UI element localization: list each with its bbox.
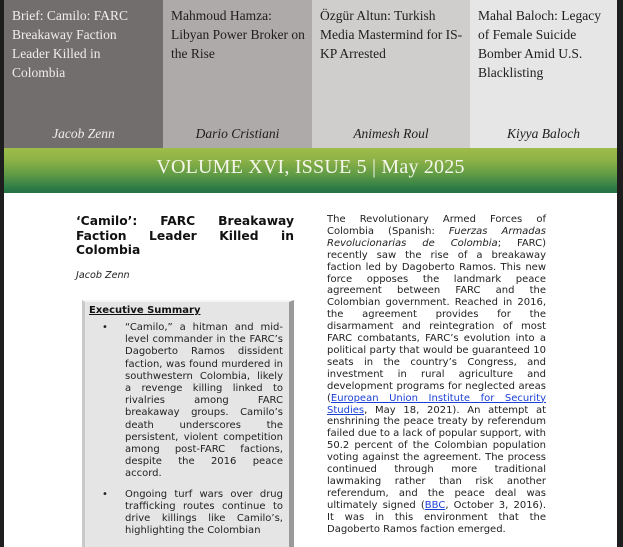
summary-bullet-text: Ongoing turf wars over drug trafficking routes continue to drive killings like Camilo’s, highlighting the Colombian	[125, 488, 283, 537]
cover-author: Jacob Zenn	[52, 126, 115, 141]
bullet-icon: •	[102, 322, 108, 333]
summary-bullet-text: “Camilo,” a hitman and mid-level commander in the FARC’s Dagoberto Ramos dissident faction, was found murdered in southwestern Colombia, likely a revenge killing linked to rivalries among FARC breakaway groups. Camilo’s death underscores the persistent, violent competition among post-FARC factions, despite the 2016 peace accord.	[125, 322, 283, 480]
article-byline: Jacob Zenn	[76, 269, 130, 281]
cover-article-strip	[4, 0, 617, 148]
executive-summary-list	[89, 322, 283, 537]
cover-panel-hamza[interactable]	[163, 0, 312, 148]
cover-panel-altun[interactable]	[312, 0, 470, 148]
summary-bullet	[89, 489, 283, 538]
article-left-column	[76, 214, 294, 537]
document-page	[4, 0, 617, 547]
issue-banner	[4, 148, 617, 193]
summary-bullet	[89, 322, 283, 481]
body-text: , May 18, 2021). An attempt at enshrining the peace treaty by referendum failed due to a lack of popular support, with 50.2 percent of the Colombian population voting against the agreement. The process continued through more traditional lawmaking rather than risk another referendum, and the peace deal was ultimately signed (	[327, 404, 546, 511]
cover-panel-baloch[interactable]	[470, 0, 617, 148]
cover-author: Kiyya Baloch	[506, 126, 581, 141]
cover-title: Mahmoud Hamza: Libyan Power Broker on the Rise	[171, 8, 305, 61]
executive-summary-box	[82, 300, 294, 547]
issue-banner-text: VOLUME XVI, ISSUE 5 | May 2025	[156, 156, 465, 178]
cover-title: Brief: Camilo: FARC Breakaway Faction Leader Killed in Colombia	[12, 8, 129, 80]
source-link-euiss[interactable]: European Union Institute for Security Studies	[327, 392, 546, 416]
bullet-icon: •	[102, 488, 108, 500]
executive-summary-title: Executive Summary	[89, 305, 201, 316]
article-body-column	[327, 214, 546, 535]
body-text: The Revolutionary Armed Forces of Colombia (Spanish:	[327, 214, 546, 237]
cover-panel-camilo[interactable]	[4, 0, 163, 148]
cover-author: Dario Cristiani	[195, 126, 280, 141]
article-paragraph	[327, 214, 546, 535]
source-link-bbc[interactable]: BBC	[424, 499, 446, 511]
article-headline: ‘Camilo’: FARC Breakaway Faction Leader Killed in Colombia	[76, 214, 294, 257]
body-text-italic: Fuerzas Armadas Revolucionarias de Colombia	[327, 225, 546, 249]
cover-author: Animesh Roul	[353, 126, 429, 141]
cover-title: Mahal Baloch: Legacy of Female Suicide Bomber Amid U.S. Blacklisting	[478, 8, 601, 80]
body-text: ; FARC) recently saw the rise of a breakaway faction led by Dagoberto Ramos. This new force opposes the landmark peace agreement between FARC and the Colombian government. Reached in 2016, the agreement provides for the disarmament and reintegration of most FARC combatants, FARC’s evolution into a political party that would be guaranteed 10 seats in the country’s Congress, and investment in rural agriculture and development programs for neglected areas (	[327, 237, 546, 404]
body-text: , October 3, 2016). It was in this environment that the Dagoberto Ramos faction emerged.	[327, 499, 546, 535]
cover-title: Özgür Altun: Turkish Media Mastermind for IS-KP Arrested	[320, 8, 463, 61]
